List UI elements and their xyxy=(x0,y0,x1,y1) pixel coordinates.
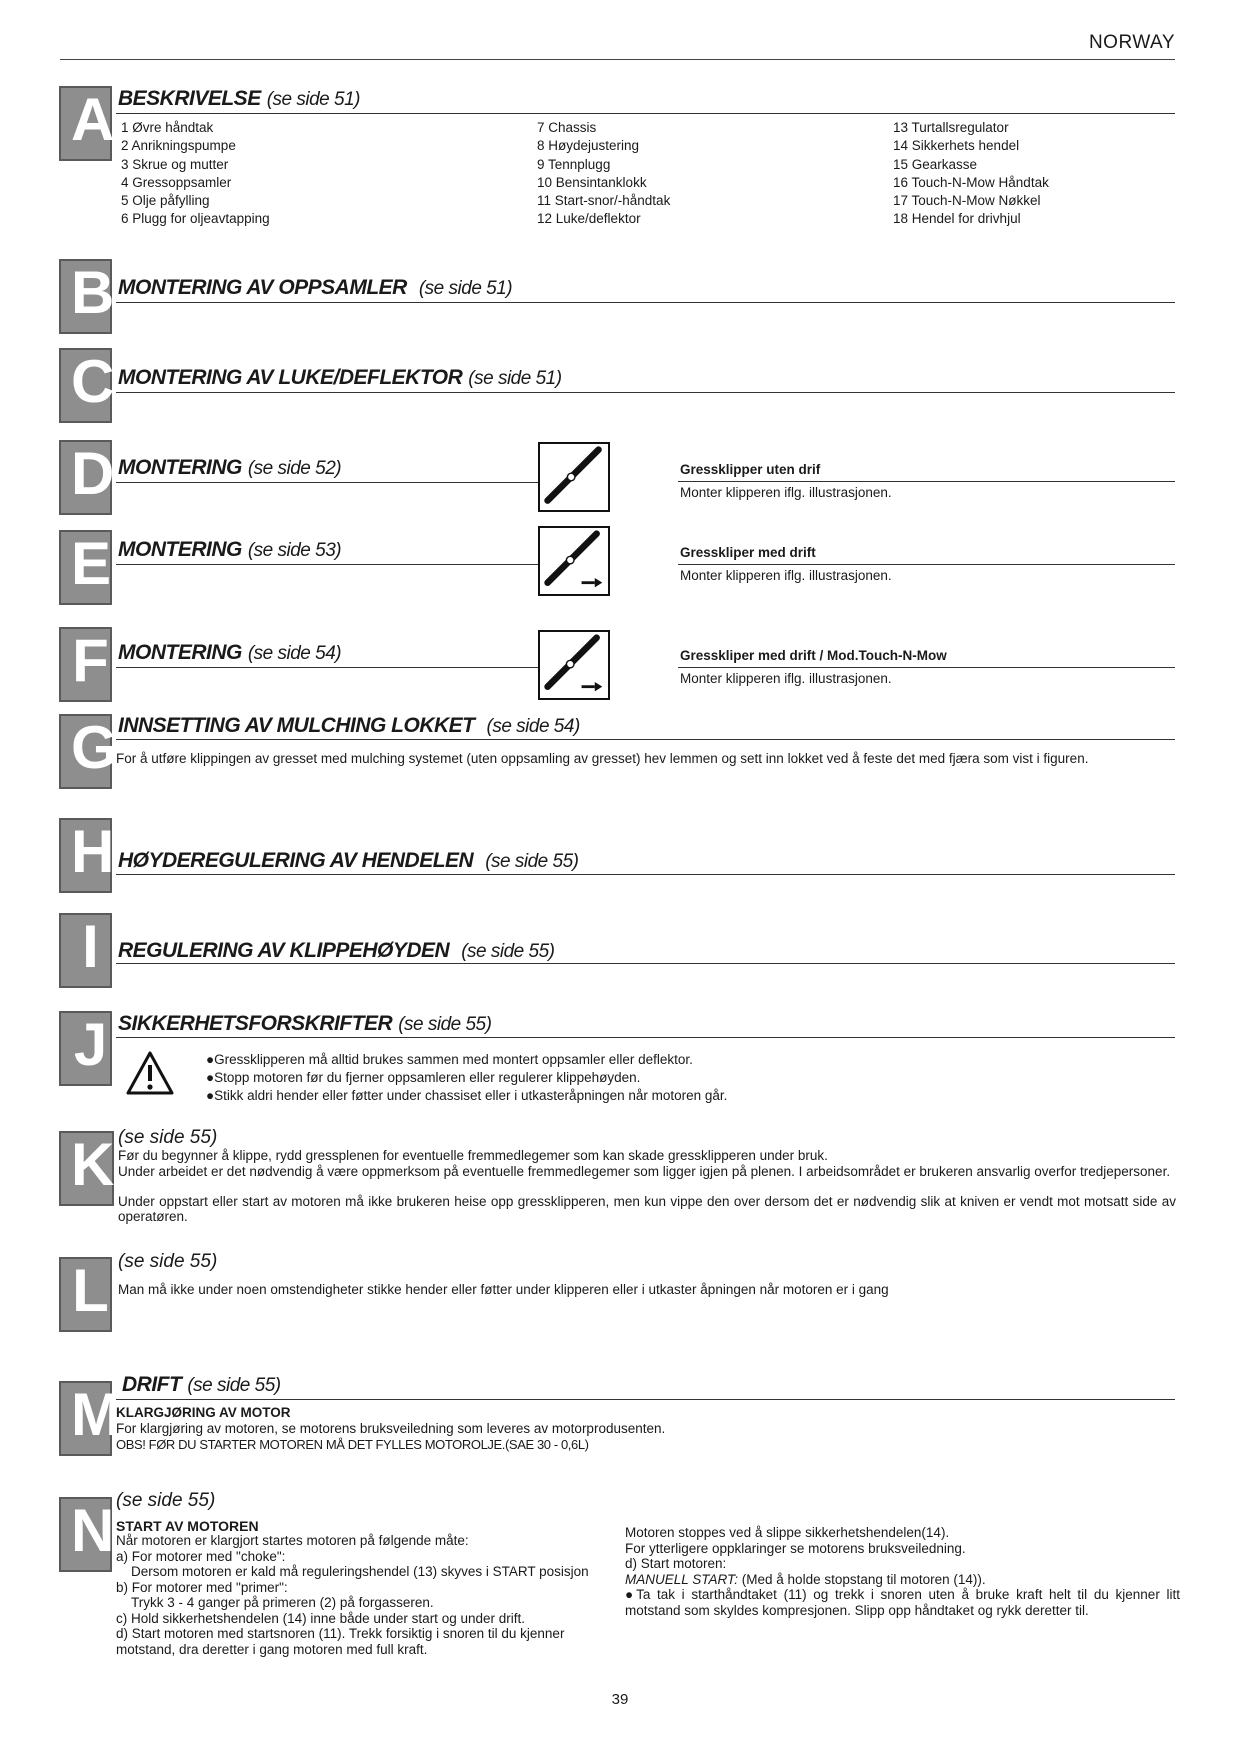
part-item: 12 Luke/deflektor xyxy=(537,211,641,227)
section-paragraph-k3: Under oppstart eller start av motoren må ikke brukeren heise opp gressklipperen, men kun vippe den over dersom det er nødvendig slik at kniven er vendt mot motsatt side av operatøren. xyxy=(118,1194,1176,1224)
instruction-line: Dersom motoren er kald må reguleringshendel (13) skyves i START posisjon xyxy=(131,1564,589,1579)
mower-handle-drive-icon xyxy=(538,630,610,700)
section-rule-h xyxy=(116,874,1175,875)
part-item: 3 Skrue og mutter xyxy=(121,156,229,172)
safety-bullet: ●Stopp motoren før du fjerner oppsamleren eller regulerer klippehøyden. xyxy=(206,1070,641,1085)
manual-start-bullet: ●Ta tak i starthåndtaket (11) og trekk i snoren uten å bruke kraft helt til du kjenner litt motstand som skyldes kompresjonen. Slipp opp håndtaket og rykk deretter til. xyxy=(625,1587,1180,1618)
section-title-m: DRIFT (se side 55) xyxy=(122,1373,281,1396)
section-title-d: MONTERING (se side 52) xyxy=(118,456,342,479)
section-rule-g xyxy=(116,739,1175,740)
section-text-l: Man må ikke under noen omstendigheter stikke hender eller føtter under klipperen eller i utkaster åpningen når motoren er i gang xyxy=(118,1282,889,1297)
warning-triangle-icon xyxy=(125,1050,175,1096)
section-subtitle-n: START AV MOTOREN xyxy=(116,1518,259,1534)
instruction-line: Motoren stoppes ved å slippe sikkerhetshendelen(14). xyxy=(625,1525,950,1540)
section-letter-n: N xyxy=(59,1497,112,1572)
part-item: 8 Høydejustering xyxy=(537,138,640,154)
section-letter-l: L xyxy=(59,1257,112,1332)
section-text-g: For å utføre klippingen av gresset med mulching systemet (uten oppsamling av gresset) hev lemmen og sett inn lokket ved å feste det med fjæra som vist i figuren. xyxy=(116,751,1089,766)
section-title-f: MONTERING (se side 54) xyxy=(118,641,342,664)
section-rule-a xyxy=(116,113,1175,114)
parts-list-col1 xyxy=(121,119,270,229)
safety-bullet: ●Gressklipperen må alltid brukes sammen med montert oppsamler eller deflektor. xyxy=(206,1052,693,1067)
page-number: 39 xyxy=(611,1691,629,1708)
section-text-f: Monter klipperen iflg. illustrasjonen. xyxy=(680,671,892,686)
parts-list-col3 xyxy=(893,119,1049,229)
safety-bullet: ●Stikk aldri hender eller føtter under chassiset eller i utkasteråpningen når motoren går. xyxy=(206,1088,728,1103)
safety-bullets xyxy=(206,1051,727,1105)
section-ref-k: (se side 55) xyxy=(118,1127,218,1148)
section-letter-f: F xyxy=(59,627,112,702)
part-item: 16 Touch-N-Mow Håndtak xyxy=(893,174,1049,190)
instruction-line: b) For motorer med "primer": xyxy=(116,1579,288,1595)
part-item: 10 Bensintanklokk xyxy=(537,174,647,190)
section-letter-d: D xyxy=(59,440,112,515)
manual-start-line: MANUELL START: (Med å holde stopstang til motoren (14)). xyxy=(625,1571,986,1587)
section-ref-l: (se side 55) xyxy=(118,1251,218,1272)
part-item: 2 Anrikningspumpe xyxy=(121,138,236,154)
section-paragraph-k1: Før du begynner å klippe, rydd gressplenen for eventuelle fremmedlegemer som kan skade gressklipperen under bruk. xyxy=(118,1148,828,1163)
instruction-line: For ytterligere oppklaringer se motorens bruksveiledning. xyxy=(625,1540,966,1556)
section-letter-k: K xyxy=(59,1131,114,1206)
section-letter-i: I xyxy=(59,913,112,988)
instruction-line: Når motoren er klargjort startes motoren på følgende måte: xyxy=(116,1533,469,1548)
section-ref-n: (se side 55) xyxy=(116,1490,216,1511)
section-title-b: MONTERING AV OPPSAMLER (se side 51) xyxy=(118,276,513,299)
section-letter-a: A xyxy=(59,86,112,161)
section-rule-j xyxy=(116,1037,1175,1038)
mower-handle-drive-icon xyxy=(538,526,610,596)
section-subtitle-d: Gressklipper uten drif xyxy=(680,462,821,477)
part-item: 14 Sikkerhets hendel xyxy=(893,138,1020,154)
part-item: 4 Gressoppsamler xyxy=(121,174,232,190)
parts-list-col2 xyxy=(537,119,670,229)
part-item: 1 Øvre håndtak xyxy=(121,120,214,135)
section-letter-m: M xyxy=(59,1381,112,1456)
section-rule-e xyxy=(116,564,540,565)
section-letter-b: B xyxy=(59,259,112,334)
instruction-line: motstand, dra deretter i gang motoren med full kraft. xyxy=(116,1641,428,1657)
part-item: 5 Olje påfylling xyxy=(121,193,210,209)
section-letter-h: H xyxy=(59,818,112,893)
section-rule-b xyxy=(116,302,1175,303)
part-item: 18 Hendel for drivhjul xyxy=(893,211,1021,227)
section-title-j: SIKKERHETSFORSKRIFTER (se side 55) xyxy=(118,1012,492,1035)
subsection-rule-d xyxy=(678,481,1175,482)
section-text-m2: OBS! FØR DU STARTER MOTOREN MÅ DET FYLLES MOTOROLJE.(SAE 30 - 0,6L) xyxy=(116,1437,589,1452)
section-letter-g: G xyxy=(59,714,112,789)
section-letter-e: E xyxy=(59,530,112,605)
part-item: 6 Plugg for oljeavtapping xyxy=(121,211,270,227)
start-instructions-left xyxy=(116,1533,616,1657)
part-item: 15 Gearkasse xyxy=(893,156,978,172)
section-title-h: HØYDEREGULERING AV HENDELEN (se side 55) xyxy=(118,849,579,872)
subsection-rule-e xyxy=(678,564,1175,565)
start-instructions-right xyxy=(625,1525,1180,1618)
subsection-rule-f xyxy=(678,667,1175,668)
instruction-line: c) Hold sikkerhetshendelen (14) inne både under start og under drift. xyxy=(116,1610,525,1626)
section-title-g: INNSETTING AV MULCHING LOKKET (se side 54) xyxy=(118,714,580,737)
section-paragraph-k2: Under arbeidet er det nødvendig å være oppmerksom på eventuelle fremmedlegemer som ligger igjen på plenen. I arbeidsområdet er brukeren ansvarlig overfor tredjepersoner. xyxy=(118,1164,1171,1179)
instruction-line: a) For motorer med "choke": xyxy=(116,1548,286,1564)
section-subtitle-e: Gresskliper med drift xyxy=(680,545,816,560)
section-title-e: MONTERING (se side 53) xyxy=(118,538,342,561)
section-rule-c xyxy=(116,392,1175,393)
part-item: 7 Chassis xyxy=(537,120,597,135)
section-title-i: REGULERING AV KLIPPEHØYDEN (se side 55) xyxy=(118,939,555,962)
section-letter-j: J xyxy=(59,1011,112,1086)
section-text-m1: For klargjøring av motoren, se motorens bruksveiledning som leveres av motorprodusenten. xyxy=(116,1421,666,1436)
section-subtitle-f: Gresskliper med drift / Mod.Touch-N-Mow xyxy=(680,648,947,663)
section-subtitle-m: KLARGJØRING AV MOTOR xyxy=(116,1405,291,1420)
instruction-line: Trykk 3 - 4 ganger på primeren (2) på forgasseren. xyxy=(131,1595,434,1610)
instruction-line: d) Start motoren med startsnoren (11). Trekk forsiktig i snoren til du kjenner xyxy=(116,1626,565,1641)
section-title-a: BESKRIVELSE (se side 51) xyxy=(118,87,360,110)
section-rule-d xyxy=(116,482,540,483)
section-rule-m xyxy=(116,1399,1175,1400)
instruction-line: d) Start motoren: xyxy=(625,1556,727,1571)
mower-handle-icon xyxy=(538,442,610,512)
part-item: 11 Start-snor/-håndtak xyxy=(537,193,671,209)
section-text-d: Monter klipperen iflg. illustrasjonen. xyxy=(680,485,892,500)
section-rule-i xyxy=(116,963,1175,964)
country-label: NORWAY xyxy=(1088,32,1175,53)
header-rule xyxy=(60,59,1175,60)
section-letter-c: C xyxy=(59,348,112,423)
section-title-c: MONTERING AV LUKE/DEFLEKTOR (se side 51) xyxy=(118,366,562,389)
part-item: 13 Turtallsregulator xyxy=(893,120,1009,135)
section-text-e: Monter klipperen iflg. illustrasjonen. xyxy=(680,568,892,583)
section-rule-f xyxy=(116,667,540,668)
part-item: 17 Touch-N-Mow Nøkkel xyxy=(893,193,1041,209)
part-item: 9 Tennplugg xyxy=(537,156,611,172)
